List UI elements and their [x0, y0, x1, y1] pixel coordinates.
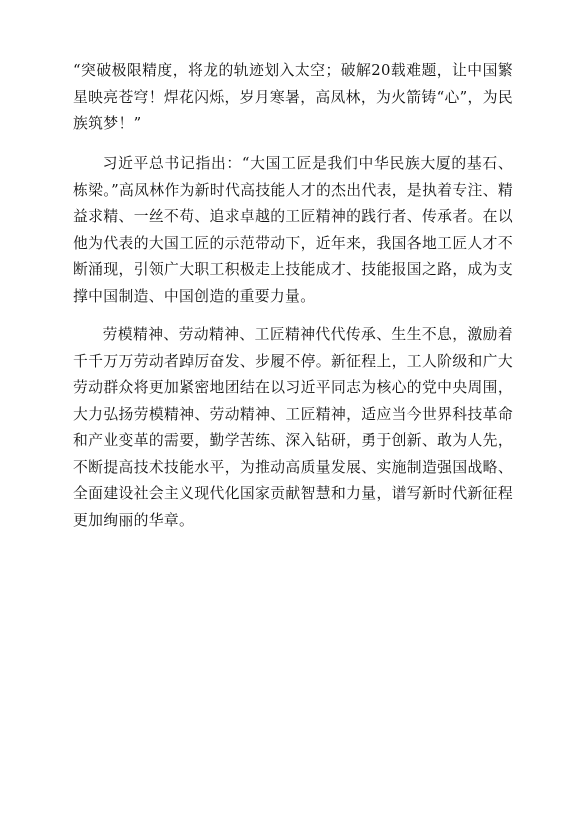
paragraph-quote: “突破极限精度，将龙的轨迹划入太空；破解20载难题，让中国繁星映亮苍穹！焊花闪烁，岁月寒暑，高凤林，为火箭铸“心”，为民族筑梦！” [73, 62, 513, 132]
paragraph-labor-spirit: 劳模精神、劳动精神、工匠精神代代传承、生生不息，激励着千千万万劳动者踔厉奋发、步履不停。新征程上，工人阶级和广大劳动群众将更加紧密地团结在以习近平同志为核心的党中央周围，大力弘扬劳模精神、劳动精神、工匠精神，适应当今世界科技革命和产业变革的需要，勤学苦练、深入钻研，勇于创新、敢为人先，不断提高技术技能水平，为推动高质量发展、实施制造强国战略、全面建设社会主义现代化国家贡献智慧和力量，谱写新时代新征程更加绚丽的华章。 [73, 326, 513, 529]
paragraph-craftsman-spirit: 习近平总书记指出：“大国工匠是我们中华民族大厦的基石、栋梁。”高凤林作为新时代高技能人才的杰出代表，是执着专注、精益求精、一丝不苟、追求卓越的工匠精神的践行者、传承者。在以他为代表的大国工匠的示范带动下，近年来，我国各地工匠人才不断涌现，引领广大职工积极走上技能成才、技能报国之路，成为支撑中国制造、中国创造的重要力量。 [73, 155, 513, 305]
